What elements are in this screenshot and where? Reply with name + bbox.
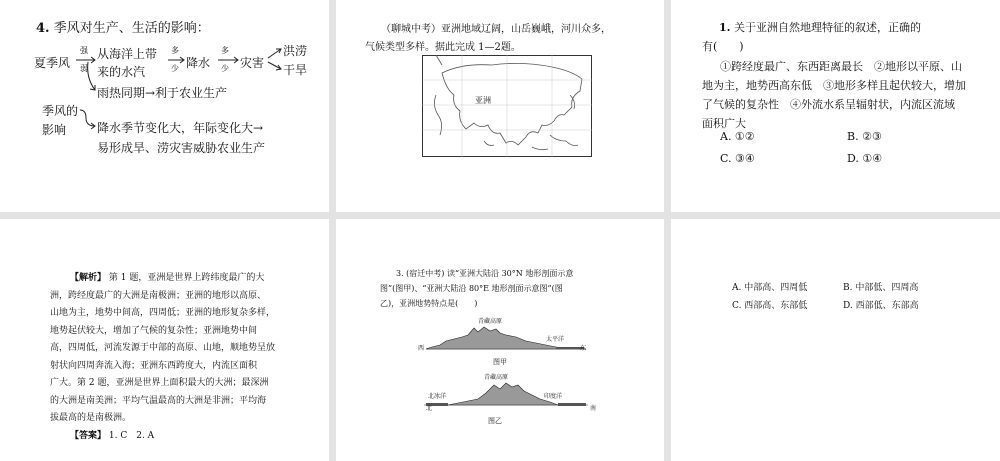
slide-asia-map: [336, 0, 664, 212]
flow-arrows: [0, 0, 329, 212]
more-label-2: 多: [221, 46, 229, 55]
analysis-line: 洲，跨经度最广的大洲是南极洲；亚洲的地形以高原、: [50, 290, 267, 301]
variation-line1: 降水季节变化大，年际变化大→: [97, 121, 264, 135]
analysis-line: 高，四周低，河流发源于中部的高原、山地，顺地势呈放: [50, 343, 276, 353]
variation-line2: 易形成旱、涝灾害威胁农业生产: [97, 141, 266, 155]
slide-question-3-choices: [671, 219, 1000, 461]
fig1-plateau-label: 青藏高原: [478, 318, 503, 325]
q3-choice-a[interactable]: A. 中部高、四周低: [732, 283, 808, 293]
slide-analysis: [0, 219, 329, 461]
analysis-line: 第 1 题，亚洲是世界上跨纬度最广的大: [108, 273, 265, 283]
analysis-line: 的大洲是南美洲；平均气温最高的大洲是非洲；平均海: [50, 395, 267, 406]
weak-label: 弱: [80, 64, 88, 73]
less-label-2: 少: [221, 64, 229, 73]
ocean-moisture-line2: 来的水汽: [97, 65, 146, 79]
q3-choice-d[interactable]: D. 西部低、东部高: [843, 301, 919, 311]
q3-choice-c[interactable]: C. 西部高、东部低: [732, 301, 808, 311]
q1-stem-line1: [719, 19, 921, 35]
analysis-tag: 【解析】: [70, 273, 107, 283]
answer-text: 1. C 2. A: [108, 430, 155, 441]
fig1-west-label: 西: [418, 345, 425, 352]
q1-number: 1.: [719, 21, 731, 34]
intro-line2: 气候类型多样。据此完成 1—2题。: [365, 42, 521, 53]
map-label-asia: 亚洲: [475, 96, 491, 105]
q3-line1: 3. (宿迁中考) 读“亚洲大陆沿 30°N 地形剖面示意: [396, 269, 574, 278]
less-label-1: 少: [171, 64, 179, 73]
fig1-pacific-label: 太平洋: [546, 336, 565, 343]
q1-options-line1: ①跨经度最广、东西距离最长 ②地形以平原、山: [720, 60, 962, 73]
drought-label: 干旱: [283, 63, 308, 77]
q1-stem-line2: 有( ): [702, 40, 744, 53]
fig2-south-label: 南: [590, 405, 597, 412]
asia-outline-map: [422, 55, 592, 157]
intro-line1: （聊城中考）亚洲地域辽阔，山岳巍峨，河川众多，: [381, 24, 611, 35]
fig1-east-label: 东: [580, 345, 587, 352]
more-label-1: 多: [171, 46, 179, 55]
fig2-caption: 图乙: [488, 417, 502, 425]
q1-choice-b[interactable]: B. ②③: [847, 130, 882, 143]
flood-label: 洪涝: [283, 44, 308, 58]
q1-choice-c[interactable]: C. ③④: [720, 152, 755, 165]
fig2-plateau-label: 青藏高原: [484, 374, 509, 381]
influence-label-1: 季风的: [42, 104, 79, 118]
slide-question-1: [671, 0, 1000, 212]
heading-text: 季风对生产、生活的影响：: [53, 21, 210, 36]
fig1-caption: 图甲: [493, 358, 507, 366]
rain-heat-same-period: 雨热同期→利于农业生产: [97, 86, 228, 100]
slide-monsoon-influence: [0, 0, 329, 212]
q1-options-line2: 地为主，地势西高东低 ③地形多样且起伏较大，增加: [702, 79, 966, 92]
profile-80e: [424, 379, 588, 413]
analysis-line: 拔最高的是南极洲。: [50, 413, 132, 423]
strong-label: 强: [80, 46, 88, 55]
influence-label-2: 影响: [42, 123, 67, 137]
slide-question-3: [336, 219, 664, 461]
q1-choice-a[interactable]: A. ①②: [720, 130, 755, 143]
ocean-moisture-line1: 从海洋上带: [97, 47, 158, 61]
summer-monsoon-label: 夏季风: [34, 56, 71, 70]
q1-options-line3: 了气候的复杂性 ④外流水系呈辐射状，内流区流域: [702, 98, 955, 111]
fig2-arctic-label: 北冰洋: [428, 393, 447, 400]
q1-choice-d[interactable]: D. ①④: [847, 152, 883, 165]
q3-line2: 图”(图甲)、“亚洲大陆沿 80°E 地形剖面示意图”(图: [380, 284, 563, 293]
heading-number: 4.: [36, 21, 50, 36]
analysis-line: 射状向四周奔流入海；亚洲东西跨度大，内流区面积: [50, 360, 258, 371]
precipitation-label: 降水: [186, 56, 211, 70]
analysis-line: 广大。第 2 题，亚洲是世界上面积最大的大洲；最深洲: [50, 378, 269, 388]
analysis-line: 地势起伏较大，增加了气候的复杂性；亚洲地势中间: [50, 325, 258, 336]
q3-choice-b[interactable]: B. 中部低、四周高: [843, 283, 919, 293]
analysis-line: 山地为主，地势中间高，四周低；亚洲的地形复杂多样，: [50, 308, 276, 318]
q1-text-line1: 关于亚洲自然地理特征的叙述，正确的: [733, 21, 921, 34]
answer-tag: 【答案】: [70, 430, 107, 441]
q1-options-line4: 面积广大: [702, 117, 746, 130]
disaster-label: 灾害: [240, 56, 265, 70]
q3-line3: 乙)，亚洲地势特点是( ): [380, 299, 478, 308]
fig2-indian-label: 印度洋: [544, 393, 563, 400]
fig2-north-label: 北: [426, 405, 433, 412]
